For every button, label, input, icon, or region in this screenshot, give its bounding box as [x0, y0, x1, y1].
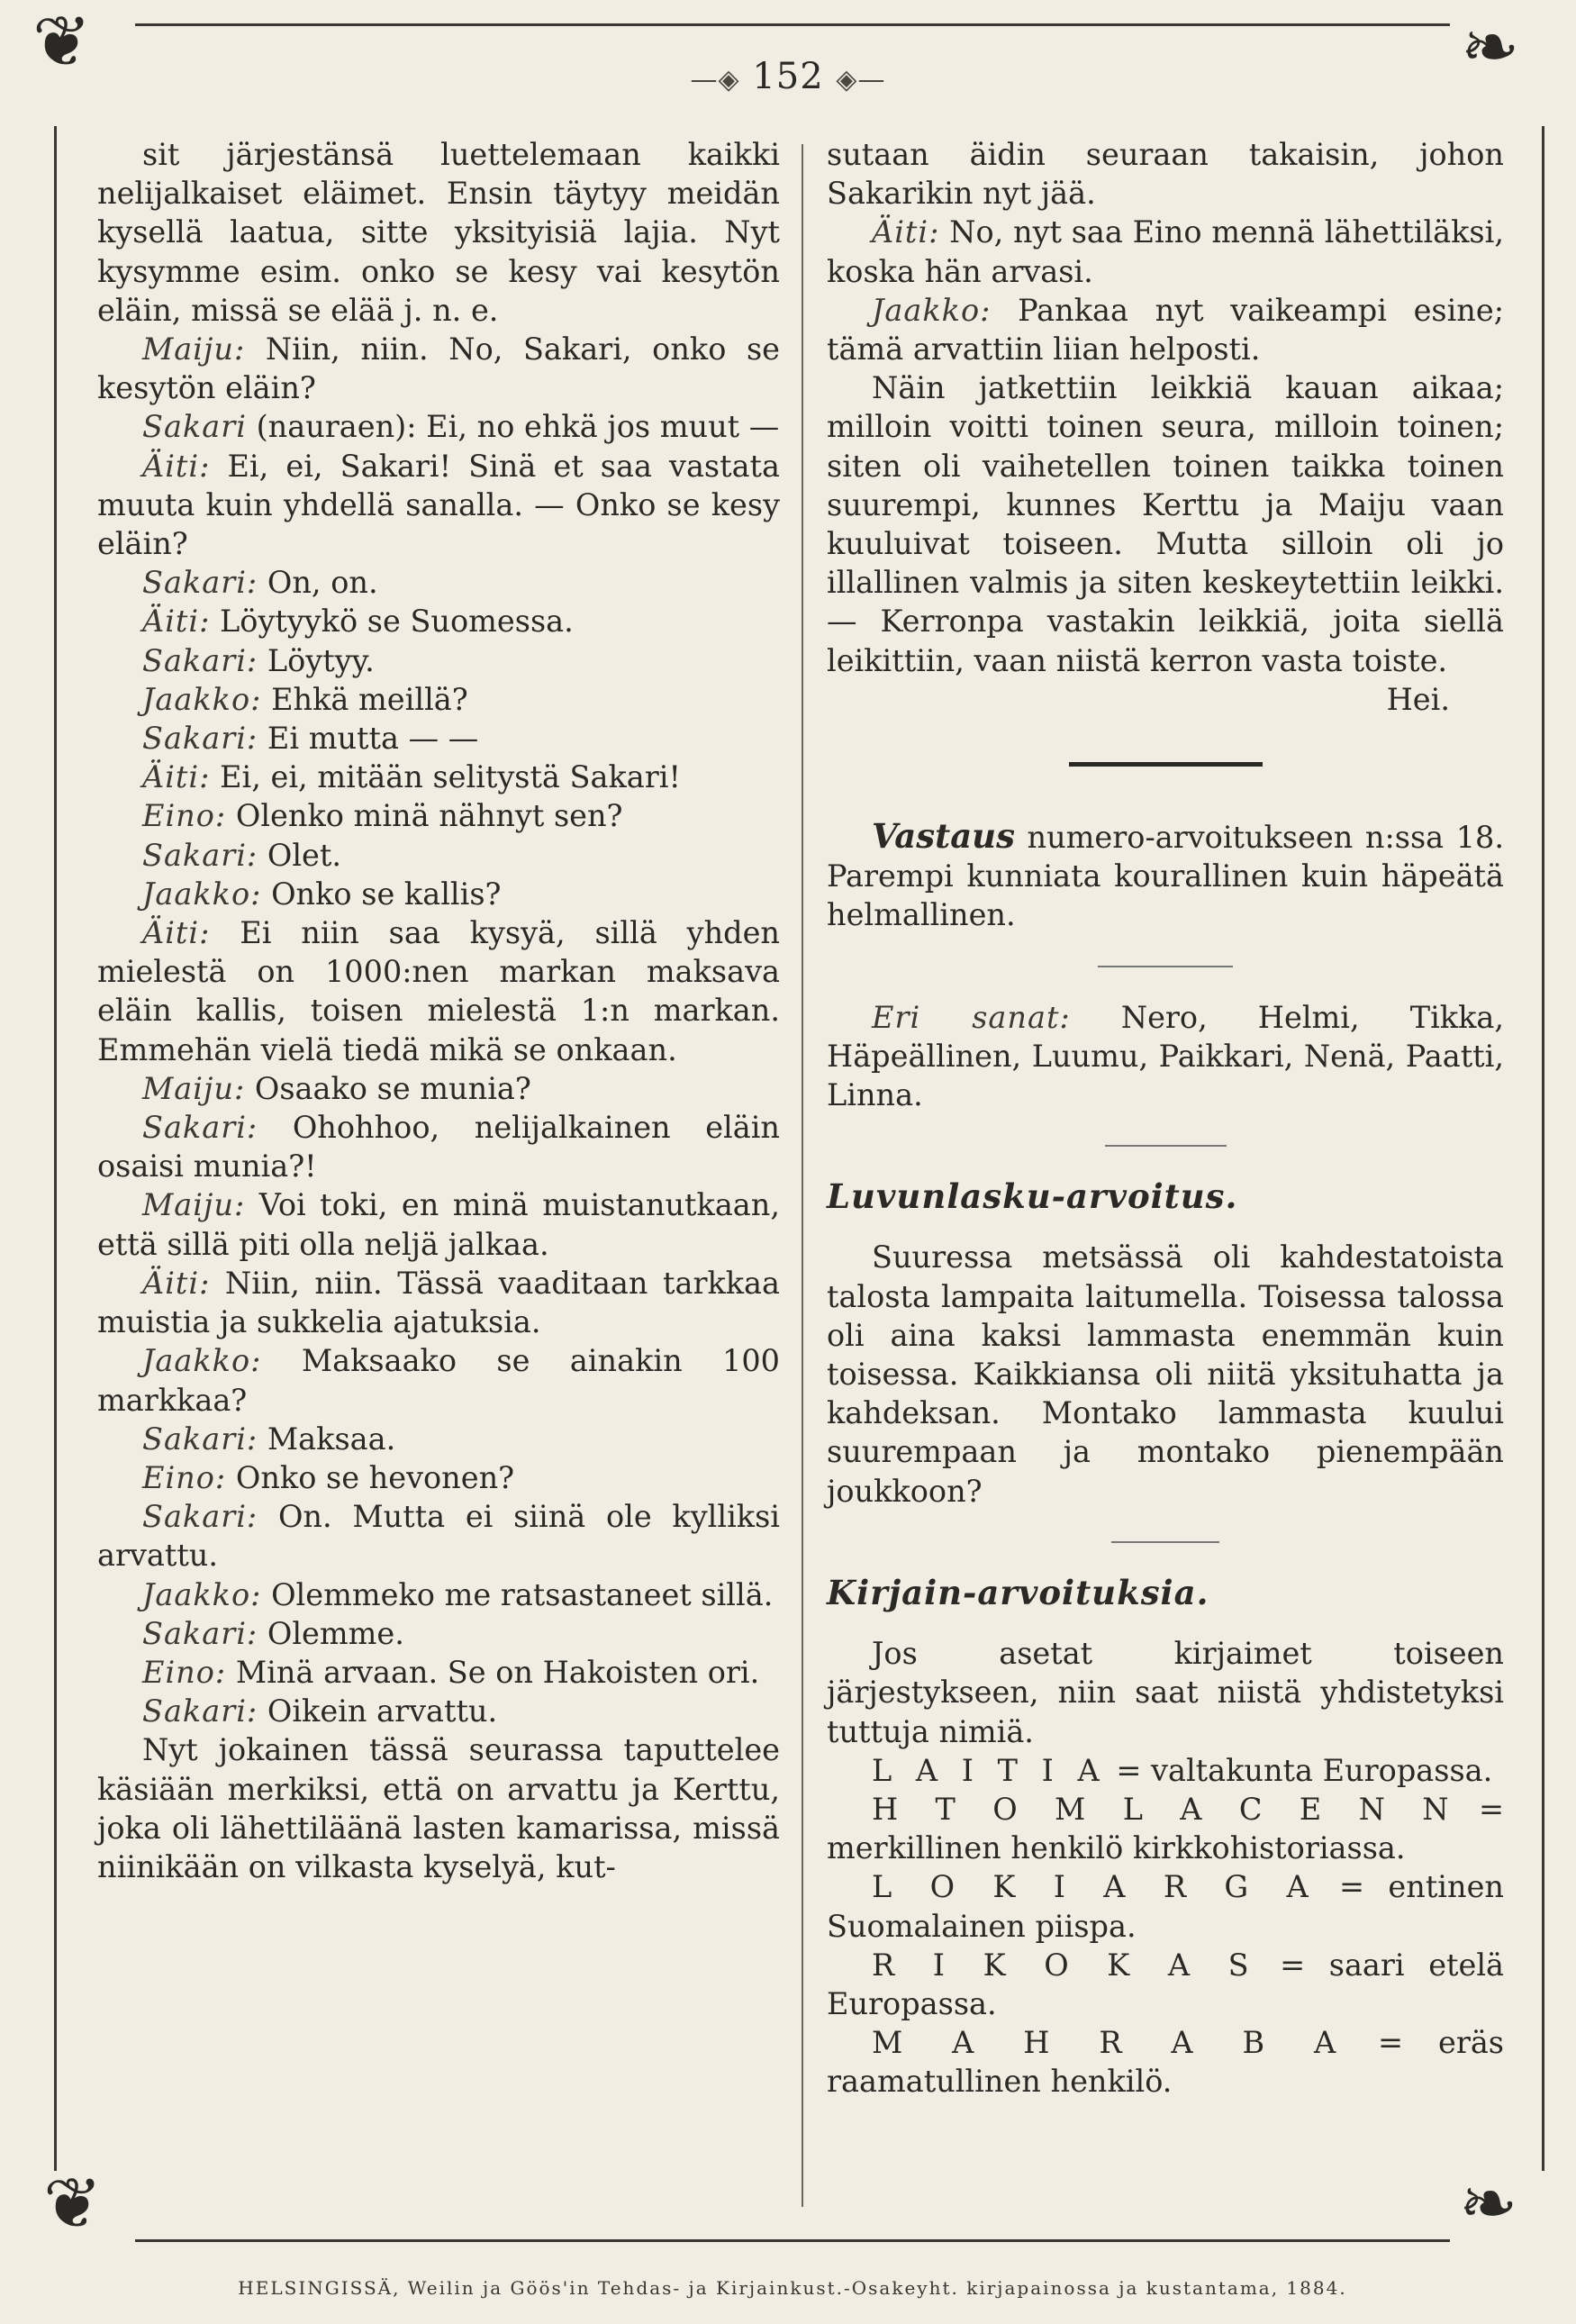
dialogue-line: Sakari: Olet.	[142, 837, 341, 873]
dialogue-line: Sakari: Löytyy.	[142, 642, 375, 678]
speaker-label: Jaakko:	[142, 1576, 262, 1612]
left-border-rule	[54, 126, 57, 2171]
dialogue-line: Äiti: Ei, ei, mitään selitystä Sakari!	[142, 759, 681, 795]
dialogue-line: Sakari: Ohohhoo, nelijalkainen eläin osaisi munia?!	[97, 1110, 780, 1185]
dialogue-line: Sakari: On, on.	[142, 565, 378, 601]
dialogue-line: Eino: Minä arvaan. Se on Hakoisten ori.	[142, 1654, 760, 1690]
corner-ornament-icon: ❦	[43, 2164, 103, 2245]
ornament-right-icon: ◈—	[836, 64, 886, 95]
dialogue-line: Jaakko: Onko se kallis?	[142, 876, 502, 912]
eri-sanat-paragraph: Eri sanat: Nero, Helmi, Tikka, Häpeällinen, Luumu, Paikkari, Nenä, Paatti, Linna.	[827, 999, 1504, 1113]
speaker-label: Eino:	[142, 798, 227, 834]
dialogue-line: Maiju: Voi toki, en minä muistanutkaan, että sillä piti olla neljä jalkaa.	[97, 1187, 780, 1262]
dialogue-line: Eino: Onko se hevonen?	[142, 1459, 515, 1495]
answer-title: Vastaus	[872, 816, 1015, 857]
dialogue-line: Äiti: Ei niin saa kysyä, sillä yhden mielestä on 1000:nen markan maksava eläin kallis, toisen mielestä 1:n markan. Emmehän vielä tiedä mikä se onkaan.	[97, 915, 780, 1067]
anagram-letters: H T O M L A C E N N	[872, 1791, 1456, 1827]
page-number-line	[0, 56, 1576, 97]
column-divider	[802, 144, 803, 2207]
top-border-rule	[135, 23, 1450, 26]
speaker-label: Äiti:	[142, 1265, 211, 1301]
corner-ornament-icon: ❧	[1461, 7, 1520, 88]
dialogue-line: Sakari: On. Mutta ei siinä ole kylliksi arvattu.	[97, 1499, 780, 1574]
printer-footer: HELSINGISSÄ, Weilin ja Göös'in Tehdas- ja Kirjainkust.-Osakeyht. kirjapainossa ja kustantama, 1884.	[238, 2277, 1347, 2299]
speaker-label: Jaakko:	[142, 876, 262, 912]
speaker-label: Maiju:	[142, 1187, 246, 1223]
anagram-letters: L O K I A R G A	[872, 1869, 1316, 1905]
speaker-label: Äiti:	[142, 448, 211, 484]
dialogue-line: Sakari: Olemme.	[142, 1615, 404, 1651]
dialogue-line: Äiti: Niin, niin. Tässä vaaditaan tarkkaa muistia ja sukkelia ajatuksia.	[97, 1265, 780, 1340]
speaker-label: Sakari:	[142, 721, 258, 757]
puzzle-intro: Jos asetat kirjaimet toiseen järjestykseen, niin saat niistä yhdistetyksi tuttuja nimiä.	[827, 1636, 1504, 1749]
anagram-line: R I K O K A S = saari etelä Europassa.	[827, 1947, 1504, 2021]
speaker-label: Eino:	[142, 1654, 227, 1690]
speaker-label: Jaakko:	[142, 1343, 262, 1379]
speaker-label: Äiti:	[142, 915, 211, 951]
speaker-label: Sakari:	[142, 565, 258, 601]
speaker-label: Sakari:	[142, 837, 258, 873]
speaker-label: Äiti:	[142, 604, 211, 640]
signature: Hei.	[1386, 681, 1450, 717]
puzzle-heading: Kirjain-arvoituksia.	[827, 1572, 1209, 1612]
speaker-label: Sakari:	[142, 1615, 258, 1651]
left-column	[97, 135, 780, 1886]
speaker-label: Äiti:	[872, 214, 940, 250]
right-border-rule	[1542, 126, 1544, 2171]
speaker-label: Äiti:	[142, 759, 211, 795]
speaker-label: Jaakko:	[142, 681, 262, 717]
anagram-line: M A H R A B A = eräs raamatullinen henkilö.	[827, 2025, 1504, 2100]
answer-paragraph: Vastaus numero-arvoitukseen n:ssa 18. Parempi kunniata kourallinen kuin häpeätä helmallinen.	[827, 816, 1504, 933]
dialogue-line: Jaakko: Maksaako se ainakin 100 markkaa?	[97, 1343, 780, 1418]
anagram-line: L A I T I A = valtakunta Europassa.	[872, 1752, 1493, 1788]
dialogue-line: Sakari (nauraen): Ei, no ehkä jos muut —	[142, 409, 780, 445]
dialogue-line: Äiti: Löytyykö se Suomessa.	[142, 604, 574, 640]
speaker-label: Jaakko:	[872, 292, 992, 328]
speaker-label: Sakari:	[142, 1499, 258, 1535]
dialogue-line: Sakari: Ei mutta — —	[142, 721, 479, 757]
paragraph: sit järjestänsä luettelemaan kaikki nelijalkaiset eläimet. Ensin täytyy meidän kysellä laatua, sitte yksityisiä lajia. Nyt kysymme esim. onko se kesy vai kesytön eläin, missä se elää j. n. e.	[97, 137, 780, 328]
speaker-label: Sakari:	[142, 1421, 258, 1457]
speaker-label: Sakari	[142, 409, 247, 445]
dialogue-line: Eino: Olenko minä nähnyt sen?	[142, 798, 623, 834]
anagram-letters: M A H R A B A	[872, 2025, 1344, 2061]
speaker-label: Maiju:	[142, 1070, 246, 1106]
corner-ornament-icon: ❦	[32, 2, 92, 83]
dialogue-line: Maiju: Niin, niin. No, Sakari, onko se kesytön eläin?	[97, 331, 780, 406]
dialogue-line: Äiti: No, nyt saa Eino mennä lähettiläksi, koska hän arvasi.	[827, 214, 1504, 289]
closing-paragraph: Näin jatkettiin leikkiä kauan aikaa; milloin voitti toinen seura, milloin toinen; siten oli vaihetellen toinen taikka toinen suurempi, kunnes Kerttu ja Maiju vaan kuuluivat toiseen. Mutta silloin oli jo illallinen valmis ja siten keskeytettiin leikki. — Kerronpa vastakin leikkiä, joita siellä leikittiin, vaan niistä kerron vasta toiste.	[827, 370, 1504, 678]
dialogue-line: Sakari: Oikein arvattu.	[142, 1693, 498, 1729]
speaker-label: Sakari:	[142, 642, 258, 678]
right-column	[827, 135, 1504, 2102]
dialogue-line: Maiju: Osaako se munia?	[142, 1070, 531, 1106]
paragraph: sutaan äidin seuraan takaisin, johon Sakarikin nyt jää.	[827, 137, 1504, 212]
dialogue-line: Jaakko: Ehkä meillä?	[142, 681, 468, 717]
speaker-label: Maiju:	[142, 331, 246, 368]
puzzle-text: Suuressa metsässä oli kahdestatoista talosta lampaita laitumella. Toisessa talossa oli aina kaksi lammasta enemmän kuin toisessa. Kaikkiansa oli niitä yksituhatta ja kahdeksan. Montako lammasta kuului suurempaan ja montako pienempään joukkoon?	[827, 1239, 1504, 1509]
ornament-left-icon: —◈	[690, 64, 740, 95]
paragraph: Nyt jokainen tässä seurassa taputtelee käsiään merkiksi, että on arvattu ja Kerttu, joka oli lähettiläänä lasten kamarissa, missä niinikään on vilkasta kyselyä, kut-	[97, 1732, 780, 1884]
dialogue-line: Sakari: Maksaa.	[142, 1421, 396, 1457]
anagram-line: H T O M L A C E N N = merkillinen henkilö kirkkohistoriassa.	[827, 1791, 1505, 1866]
dialogue-line: Äiti: Ei, ei, Sakari! Sinä et saa vastata muuta kuin yhdellä sanalla. — Onko se kesy eläin?	[97, 448, 780, 562]
page-number: 152	[752, 56, 824, 97]
anagram-line: L O K I A R G A = entinen Suomalainen piispa.	[827, 1869, 1504, 1944]
speaker-label: Sakari:	[142, 1693, 258, 1729]
speaker-label: Eino:	[142, 1459, 227, 1495]
anagram-letters: L A I T I A	[872, 1752, 1107, 1788]
divider	[1098, 966, 1233, 967]
anagram-letters: R I K O K A S	[872, 1947, 1256, 1983]
eri-sanat-label: Eri sanat:	[872, 999, 1071, 1035]
puzzle-heading: Luvunlasku-arvoitus.	[827, 1176, 1238, 1217]
dialogue-line: Jaakko: Olemmeko me ratsastaneet sillä.	[142, 1576, 774, 1612]
speaker-label: Sakari:	[142, 1110, 258, 1146]
section-divider	[1069, 762, 1263, 767]
divider	[1105, 1145, 1227, 1147]
divider	[1111, 1541, 1219, 1543]
corner-ornament-icon: ❧	[1459, 2164, 1518, 2245]
bottom-border-rule	[135, 2239, 1450, 2242]
dialogue-line: Jaakko: Pankaa nyt vaikeampi esine; tämä arvattiin liian helposti.	[827, 292, 1504, 368]
